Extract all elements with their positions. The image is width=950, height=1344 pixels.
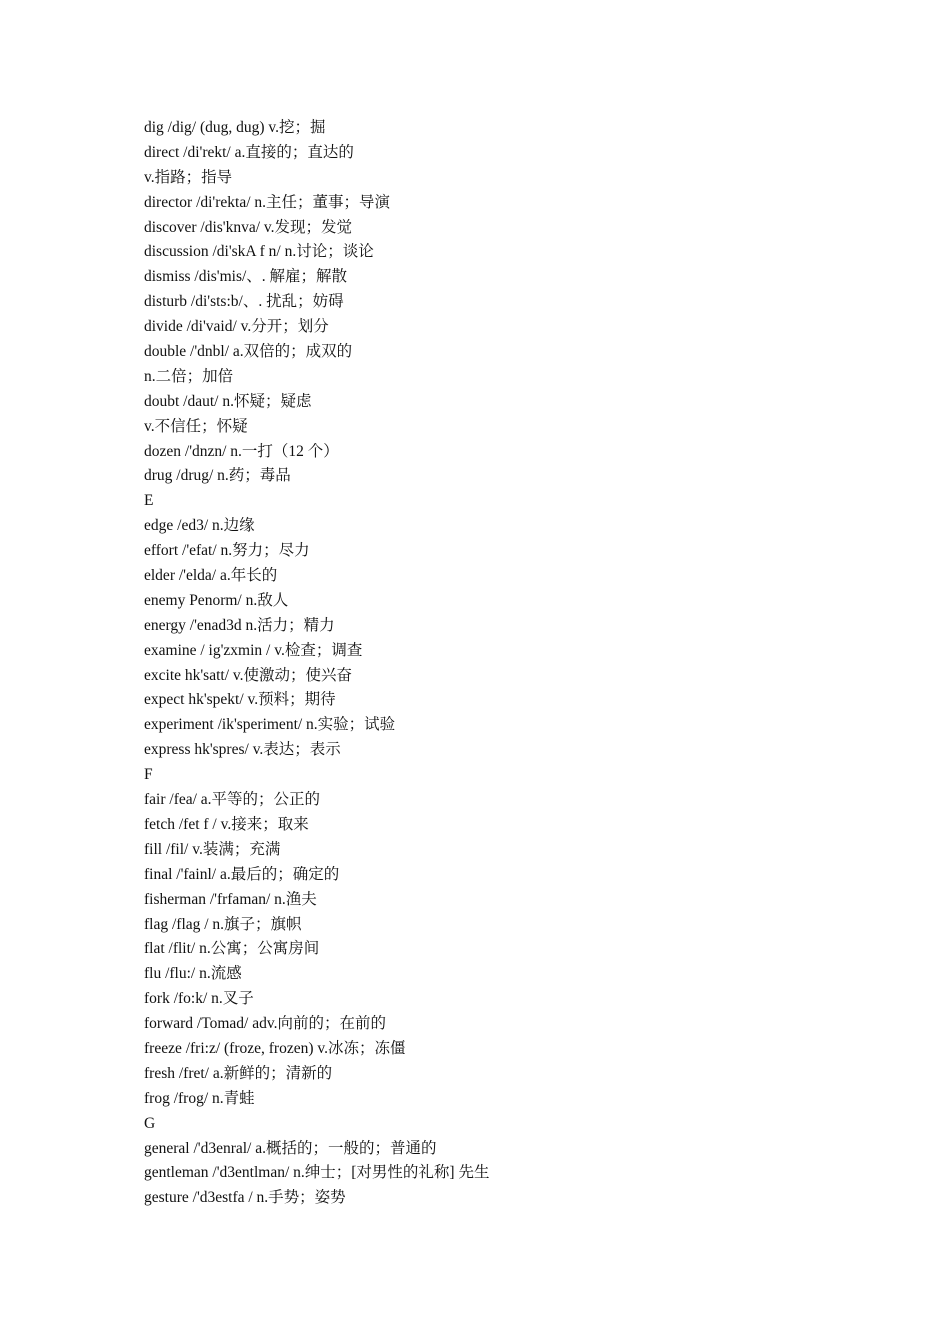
entry-director: director /di'rekta/ n.主任；董事；导演 <box>144 193 391 211</box>
section-letter-e: E <box>144 492 154 510</box>
section-letter-f: F <box>144 766 153 784</box>
entry-discussion: discussion /di'skA f n/ n.讨论；谈论 <box>144 243 374 261</box>
entry-direct: direct /di'rekt/ a.直接的；直达的 <box>144 143 354 161</box>
entry-doubt: doubt /daut/ n.怀疑；疑虑 <box>144 392 312 410</box>
entry-double-noun: n.二倍；加倍 <box>144 367 234 385</box>
entry-examine: examine / ig'zxmin / v.检查；调查 <box>144 641 363 659</box>
entry-fetch: fetch /fet f / v.接来；取来 <box>144 815 309 833</box>
entry-experiment: experiment /ik'speriment/ n.实验；试验 <box>144 716 396 734</box>
entry-effort: effort /'efat/ n.努力；尽力 <box>144 542 310 560</box>
entry-flat: flat /flit/ n.公寓；公寓房间 <box>144 940 320 958</box>
section-letter-g: G <box>144 1114 156 1132</box>
entry-express: express hk'spres/ v.表达；表示 <box>144 741 341 759</box>
entry-excite: excite hk'satt/ v.使激动；使兴奋 <box>144 666 352 684</box>
entry-fisherman: fisherman /'frfaman/ n.渔夫 <box>144 890 317 908</box>
entry-elder: elder /'elda/ a.年长的 <box>144 567 278 585</box>
entry-dozen: dozen /'dnzn/ n.一打（12 个） <box>144 442 339 460</box>
entry-frog: frog /frog/ n.青蛙 <box>144 1089 255 1107</box>
entry-general: general /'d3enral/ a.概括的；一般的；普通的 <box>144 1139 437 1157</box>
entry-fill: fill /fil/ v.装满；充满 <box>144 840 281 858</box>
entry-fresh: fresh /fret/ a.新鲜的；清新的 <box>144 1064 333 1082</box>
entry-energy: energy /'enad3d n.活力；精力 <box>144 616 335 634</box>
entry-dig: dig /dig/ (dug, dug) v.挖；掘 <box>144 119 326 136</box>
entry-gesture: gesture /'d3estfa / n.手势；姿势 <box>144 1189 346 1207</box>
vocabulary-list <box>144 116 489 1211</box>
entry-dismiss: dismiss /dis'mis/、. 解雇；解散 <box>144 268 348 286</box>
entry-drug: drug /drug/ n.药；毒品 <box>144 467 291 485</box>
entry-freeze: freeze /fri:z/ (froze, frozen) v.冰冻；冻僵 <box>144 1039 406 1057</box>
entry-flu: flu /flu:/ n.流感 <box>144 965 242 983</box>
entry-divide: divide /di'vaid/ v.分开；划分 <box>144 318 329 336</box>
entry-double: double /'dnbl/ a.双倍的；成双的 <box>144 343 353 361</box>
entry-direct-verb: v.指路；指导 <box>144 168 233 186</box>
entry-fair: fair /fea/ a.平等的；公正的 <box>144 791 321 809</box>
entry-fork: fork /fo:k/ n.叉子 <box>144 990 254 1008</box>
entry-expect: expect hk'spekt/ v.预料；期待 <box>144 691 336 709</box>
entry-forward: forward /Tomad/ adv.向前的；在前的 <box>144 1015 386 1033</box>
entry-disturb: disturb /di'sts:b/、. 扰乱；妨碍 <box>144 293 344 311</box>
entry-edge: edge /ed3/ n.边缘 <box>144 517 255 535</box>
entry-enemy: enemy Penorm/ n.敌人 <box>144 591 289 609</box>
entry-discover: discover /dis'knva/ v.发现；发觉 <box>144 218 353 236</box>
entry-doubt-verb: v.不信任；怀疑 <box>144 417 248 435</box>
entry-gentleman: gentleman /'d3entlman/ n.绅士；[对男性的礼称] 先生 <box>144 1164 490 1182</box>
entry-final: final /'fainl/ a.最后的；确定的 <box>144 865 340 883</box>
entry-flag: flag /flag / n.旗子；旗帜 <box>144 915 302 933</box>
